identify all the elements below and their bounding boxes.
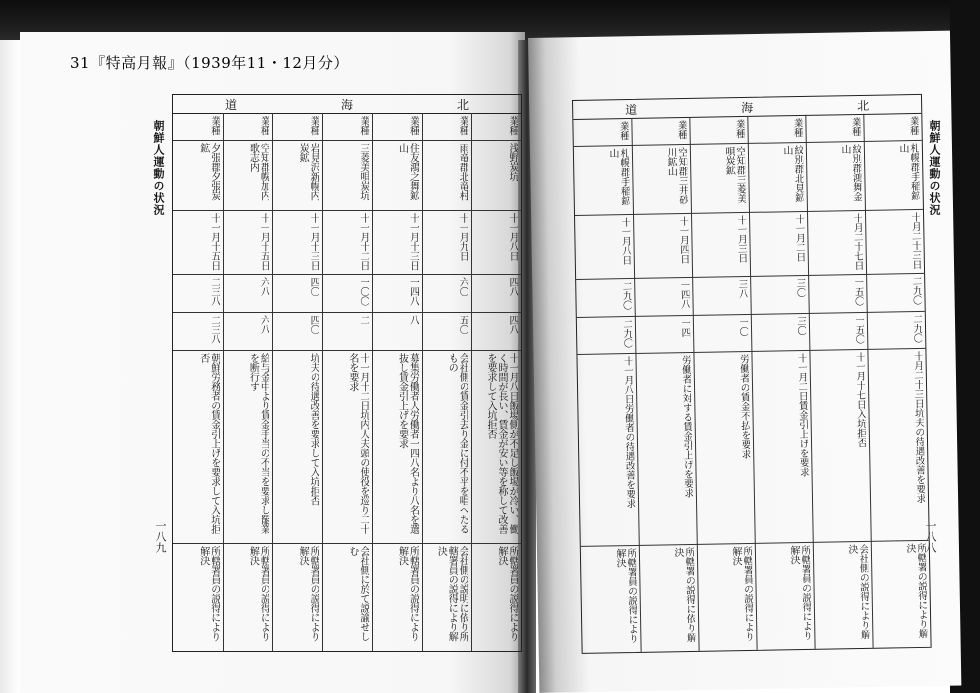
table-row-divider xyxy=(173,543,521,544)
table-cell-cause: 十一月八日労働者の待遇改善を要求 xyxy=(621,355,636,509)
table-cell-date: 十一月八日 xyxy=(506,212,518,261)
table-cell-n1: 一四八 xyxy=(407,277,419,306)
table-row-divider xyxy=(173,210,521,211)
table-cell-result: 所轄署の説得により解決 xyxy=(903,543,928,639)
table-cell-type: 業種 xyxy=(308,116,320,135)
right-page-number: 一八八 xyxy=(924,520,937,553)
table-cell-date: 十一月四日 xyxy=(677,216,689,264)
table-cell-place: 札幌郡手稲鉱山 xyxy=(896,142,920,200)
table-cell-result: 所轄署員の説得により解決 xyxy=(787,545,812,641)
table-cell-n1: 一四八 xyxy=(678,280,690,309)
table-column-divider xyxy=(422,113,423,651)
table-cell-n1: 六八 xyxy=(258,277,270,297)
table-row-divider xyxy=(173,350,521,351)
table-cell-result: 所轄署員の説得により解決 xyxy=(297,546,320,642)
region-char: 海 xyxy=(340,97,353,112)
table-cell-n2: 三〇 xyxy=(794,315,807,335)
left-side-title: 朝鮮人運動の状況 xyxy=(152,120,165,216)
table-cell-n2: 四〇 xyxy=(308,315,320,335)
table-cell-result: 所轄署員の説得により解決 xyxy=(495,546,518,642)
table-cell-place: 夕張郡夕張炭鉱 xyxy=(197,142,220,200)
table-cell-cause: 募集労働者人労働者一四八名より八名を選抜し賃金引上げを要求 xyxy=(396,352,419,534)
table-cell-n2: 五〇 xyxy=(457,315,469,335)
table-cell-n2: 二九〇 xyxy=(620,318,633,348)
table-column-divider xyxy=(272,113,273,651)
table-cell-date: 十一月十三日 xyxy=(407,212,419,270)
table-cell-n2: 六八 xyxy=(258,315,270,335)
left-table xyxy=(172,94,522,652)
table-cell-n2: 二九〇 xyxy=(910,313,923,343)
table-cell-type: 業種 xyxy=(733,118,745,139)
table-cell-cause: 十一月十二日坑内人夫頭の使役を巡り二十名を要求 xyxy=(346,352,369,534)
table-cell-place: 紋別郡鴻舞金山 xyxy=(838,143,862,201)
table-cell-result: 所轄署員の説得により解決 xyxy=(396,546,419,642)
table-cell-cause: 十一月八日飯場側が不足し飯場が冷い、働く時間が長い、賃金が安い等を称して改善を要求して入坑拒否 xyxy=(484,352,518,534)
table-cell-n2: 一四 xyxy=(678,317,691,337)
table-cell-result: 会社側の説明に依り所轄署員の説得により解決 xyxy=(435,546,469,642)
table-cell-n1: 四八 xyxy=(506,277,518,297)
table-cell-n2: 二三八 xyxy=(208,315,220,344)
table-cell-n1: 四〇 xyxy=(308,277,320,297)
table-row-divider xyxy=(173,274,521,275)
table-cell-date: 十一月二日 xyxy=(793,214,805,262)
table-cell-cause: 十一月二日賃金引上げを要求 xyxy=(795,352,809,477)
table-cell-type: 業種 xyxy=(258,116,270,135)
table-cell-place: 住友鴻之舞鉱山 xyxy=(396,142,419,200)
table-cell-date: 十一月三日 xyxy=(735,215,747,263)
table-cell-n2: 四八 xyxy=(506,315,518,335)
table-cell-type: 業種 xyxy=(907,115,919,136)
table-cell-n2: 八 xyxy=(407,315,419,325)
left-table-region-header xyxy=(173,95,521,114)
table-cell-type: 業種 xyxy=(506,116,518,135)
table-cell-n1: 三〇 xyxy=(794,278,806,298)
table-cell-result: 所轄署の説得に依り解決 xyxy=(671,547,696,643)
region-char: 道 xyxy=(224,97,237,112)
table-cell-place: 雨竜郡北竜村 xyxy=(457,142,469,200)
region-char: 海 xyxy=(741,100,754,115)
table-cell-place: 空知郡三井砂川鉱山 xyxy=(664,146,688,204)
table-cell-cause: 朝鮮労務者の賃金引上げを要求して入坑拒否 xyxy=(197,352,220,534)
table-cell-place: 空知郡三菱美唄炭鉱 xyxy=(722,145,746,203)
table-cell-type: 業種 xyxy=(675,120,687,140)
table-cell-date: 十月二十七日 xyxy=(851,213,864,271)
table-cell-n2: 一〇 xyxy=(736,316,749,336)
table-column-divider xyxy=(471,113,472,651)
table-cell-type: 業種 xyxy=(791,117,803,138)
table-cell-n2: 一五〇 xyxy=(852,314,865,344)
right-side-title: 朝鮮人運動の状況 xyxy=(928,120,941,216)
table-column-divider xyxy=(372,113,373,651)
table-row-divider xyxy=(173,140,521,141)
table-cell-result: 所轄署員の説得により解決 xyxy=(247,546,270,642)
table-cell-cause: 労働者に対する賃金引上げを要求 xyxy=(679,354,693,498)
table-cell-type: 業種 xyxy=(849,116,861,137)
table-row-divider xyxy=(173,312,521,313)
region-char: 北 xyxy=(857,98,870,113)
table-cell-date: 十一月九日 xyxy=(457,212,469,261)
table-cell-place: 三菱美唄炭坑 xyxy=(357,142,369,200)
table-cell-date: 十一月八日 xyxy=(619,217,631,265)
table-cell-cause: 会社側の賃金引去り金に付不平を唱へたるもの xyxy=(446,352,469,534)
table-cell-type: 業種 xyxy=(357,116,369,135)
region-char: 北 xyxy=(456,97,469,112)
table-column-divider xyxy=(322,113,323,651)
table-cell-cause: 労働者の賃金不払を要求 xyxy=(737,353,751,459)
table-cell-place: 紋別郡北見鉱山 xyxy=(780,144,804,202)
table-cell-n1: 一〇〇 xyxy=(357,277,369,306)
table-cell-result: 所轄署員の説得により解決 xyxy=(729,546,754,642)
table-cell-result: 所轄署員の説得により解決 xyxy=(197,546,220,642)
table-cell-result: 会社側に於て説諭せしむ xyxy=(346,546,369,642)
table-cell-type: 業種 xyxy=(208,116,220,135)
table-cell-type: 業種 xyxy=(407,116,419,135)
table-cell-n1: 六〇 xyxy=(457,277,469,297)
document-header: 31『特高月報』（1939年11・12月分） xyxy=(70,54,349,72)
scanner-background-left xyxy=(0,40,20,693)
table-cell-cause: 坑夫の待遇改善を要求して入坑拒否 xyxy=(308,352,320,505)
region-char: 道 xyxy=(625,102,638,117)
table-cell-result: 所轄署員の説得により解決 xyxy=(613,548,638,644)
table-cell-date: 十一月十三日 xyxy=(308,212,320,270)
left-page-number: 一八九 xyxy=(154,520,167,553)
right-table xyxy=(572,94,932,654)
table-cell-type: 業種 xyxy=(457,116,469,135)
table-cell-date: 十一月十二日 xyxy=(357,212,369,270)
table-cell-n1: 一五〇 xyxy=(852,277,864,306)
table-cell-cause: 給与金中より賃金手当の不当を要求し罷業を断行す xyxy=(247,352,270,534)
table-cell-type: 業種 xyxy=(617,121,629,141)
table-cell-n2: 二 xyxy=(357,315,369,325)
table-cell-n1: 三八 xyxy=(736,279,748,299)
table-cell-place: 岩見沢新幌内炭鉱 xyxy=(297,142,320,200)
table-cell-date: 十月二十三日 xyxy=(909,212,922,270)
table-cell-result: 会社側の説得により解決 xyxy=(845,544,870,640)
table-cell-cause: 十一月十七日入坑拒否 xyxy=(853,351,867,448)
table-cell-cause: 十月二十三日坑夫の待遇改善を要求 xyxy=(911,350,926,504)
table-cell-date: 十一月十五日 xyxy=(258,212,270,270)
table-cell-place: 札幌郡手稲鉱山 xyxy=(606,147,630,205)
table-cell-n1: 二九〇 xyxy=(620,281,632,310)
table-cell-place: 浅野炭坑 xyxy=(506,142,518,181)
table-cell-place: 空知郡幌加内歌志内 xyxy=(247,142,270,200)
table-cell-date: 十一月十五日 xyxy=(208,212,220,270)
table-cell-n1: 二九〇 xyxy=(910,276,922,305)
table-cell-n1: 二三八 xyxy=(208,277,220,306)
table-column-divider xyxy=(223,113,224,651)
